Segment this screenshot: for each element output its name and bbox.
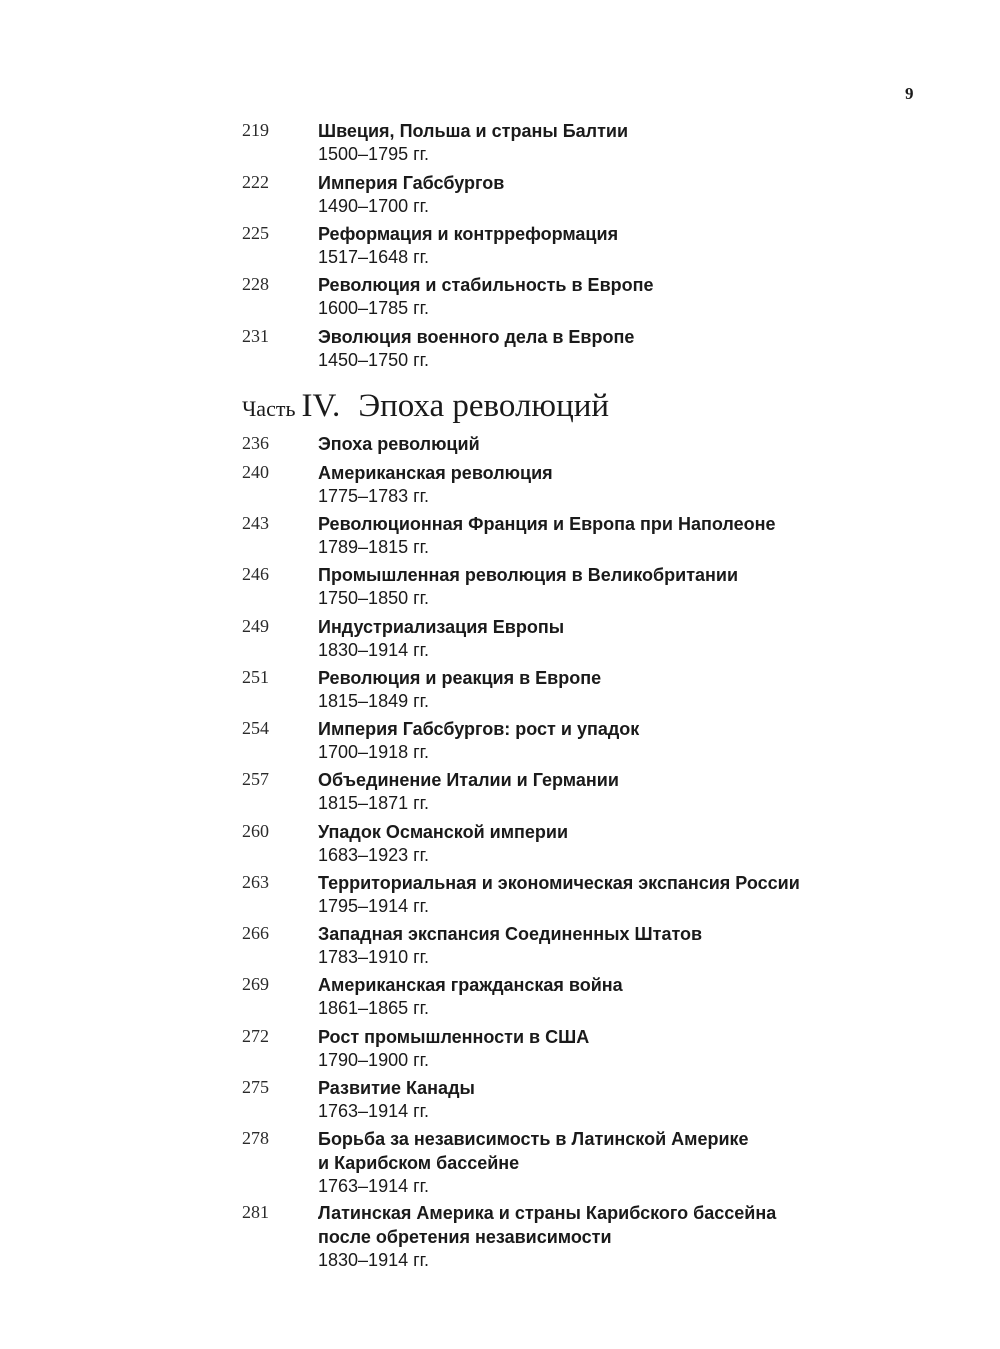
toc-entry-body — [318, 820, 878, 867]
toc-entry-years: 1500–1795 гг. — [318, 144, 430, 164]
toc-entry-page: 263 — [242, 872, 269, 892]
toc-entry-body — [318, 1201, 878, 1272]
toc-entry-body — [318, 922, 878, 969]
toc-entry-years: 1861–1865 гг. — [318, 998, 430, 1018]
toc-entry-title: Территориальная и экономическая экспансия России — [318, 873, 800, 893]
toc-entry-body — [318, 273, 878, 320]
toc-entry-page: 269 — [242, 974, 269, 994]
toc-entry-years: 1763–1914 гг. — [318, 1176, 430, 1196]
toc-entry-body — [318, 325, 878, 372]
toc-entry-body — [318, 717, 878, 764]
toc-entry-years: 1783–1910 гг. — [318, 947, 430, 967]
toc-entry-years: 1830–1914 гг. — [318, 640, 430, 660]
toc-entry-years: 1763–1914 гг. — [318, 1101, 430, 1121]
toc-entry-page: 231 — [242, 326, 269, 346]
toc-entry-title: Реформация и контрреформация — [318, 224, 619, 244]
toc-entry-body — [318, 666, 878, 713]
toc-entry-page: 272 — [242, 1026, 269, 1046]
toc-entry-years: 1750–1850 гг. — [318, 588, 430, 608]
toc-entry-page: 225 — [242, 223, 269, 243]
toc-entry-body — [318, 461, 878, 508]
toc-entry-title: Американская гражданская война — [318, 975, 623, 995]
toc-entry-years: 1450–1750 гг. — [318, 350, 430, 370]
toc-entry-page: 246 — [242, 564, 269, 584]
toc-entry-page: 243 — [242, 513, 269, 533]
toc-entry-title: Западная экспансия Соединенных Штатов — [318, 924, 703, 944]
toc-entry-years: 1815–1871 гг. — [318, 793, 430, 813]
toc-entry-page: 240 — [242, 462, 269, 482]
toc-entry-title: Революционная Франция и Европа при Наполеоне — [318, 514, 776, 534]
toc-entry-body — [318, 1127, 878, 1198]
part-title: Эпоха революций — [358, 388, 610, 424]
toc-entry-title: Упадок Османской империи — [318, 822, 569, 842]
toc-entry-years: 1700–1918 гг. — [318, 742, 430, 762]
toc-entry-body — [318, 512, 878, 559]
toc-entry-years: 1490–1700 гг. — [318, 196, 430, 216]
toc-entry-page: 254 — [242, 718, 269, 738]
toc-entry-years: 1683–1923 гг. — [318, 845, 430, 865]
toc-entry-page: 236 — [242, 433, 269, 453]
toc-entry-page: 260 — [242, 821, 269, 841]
part-roman-numeral: IV. — [301, 388, 341, 424]
toc-entry-page: 281 — [242, 1202, 269, 1222]
toc-entry-body — [318, 222, 878, 269]
toc-entry-body — [318, 973, 878, 1020]
toc-entry-title: Промышленная революция в Великобритании — [318, 565, 739, 585]
toc-entry-title: Объединение Италии и Германии — [318, 770, 619, 790]
toc-entry-years: 1517–1648 гг. — [318, 247, 430, 267]
toc-entry-years: 1775–1783 гг. — [318, 486, 430, 506]
toc-entry-years: 1830–1914 гг. — [318, 1250, 430, 1270]
toc-entry-title: Эволюция военного дела в Европе — [318, 327, 635, 347]
toc-entry-title: Эпоха революций — [318, 434, 480, 454]
toc-entry-title: Латинская Америка и страны Карибского бассейна — [318, 1203, 777, 1223]
toc-entry-title: Империя Габсбургов — [318, 173, 505, 193]
toc-entry-title: Борьба за независимость в Латинской Америке — [318, 1129, 749, 1149]
toc-entry-body — [318, 871, 878, 918]
toc-entry-title: Американская революция — [318, 463, 553, 483]
toc-entry-body — [318, 1025, 878, 1072]
toc-entry-title: и Карибском бассейне — [318, 1153, 520, 1173]
toc-entry-body — [318, 615, 878, 662]
part-heading — [242, 388, 609, 425]
toc-entry-page: 266 — [242, 923, 269, 943]
toc-entry-body — [318, 1076, 878, 1123]
toc-entry-page: 257 — [242, 769, 269, 789]
toc-entry-page: 219 — [242, 120, 269, 140]
toc-entry-title: после обретения независимости — [318, 1227, 612, 1247]
toc-entry-body — [318, 768, 878, 815]
toc-entry-body — [318, 563, 878, 610]
toc-entry-body — [318, 119, 878, 166]
toc-entry-body — [318, 171, 878, 218]
toc-entry-title: Империя Габсбургов: рост и упадок — [318, 719, 640, 739]
toc-entry-years: 1815–1849 гг. — [318, 691, 430, 711]
toc-entry-page: 251 — [242, 667, 269, 687]
toc-entry-page: 222 — [242, 172, 269, 192]
toc-entry-page: 228 — [242, 274, 269, 294]
toc-entry-years: 1600–1785 гг. — [318, 298, 430, 318]
toc-entry-years: 1789–1815 гг. — [318, 537, 430, 557]
toc-entry-title: Швеция, Польша и страны Балтии — [318, 121, 629, 141]
toc-entry-title: Революция и реакция в Европе — [318, 668, 602, 688]
toc-entry-body — [318, 432, 878, 456]
part-label: Часть — [242, 396, 296, 421]
toc-entry-title: Рост промышленности в США — [318, 1027, 590, 1047]
toc-entry-years: 1795–1914 гг. — [318, 896, 430, 916]
toc-entry-page: 249 — [242, 616, 269, 636]
toc-entry-title: Индустриализация Европы — [318, 617, 565, 637]
toc-entry-title: Развитие Канады — [318, 1078, 475, 1098]
toc-entry-page: 278 — [242, 1128, 269, 1148]
toc-entry-title: Революция и стабильность в Европе — [318, 275, 654, 295]
toc-entry-page: 275 — [242, 1077, 269, 1097]
toc-entry-years: 1790–1900 гг. — [318, 1050, 430, 1070]
page-number: 9 — [905, 84, 914, 103]
